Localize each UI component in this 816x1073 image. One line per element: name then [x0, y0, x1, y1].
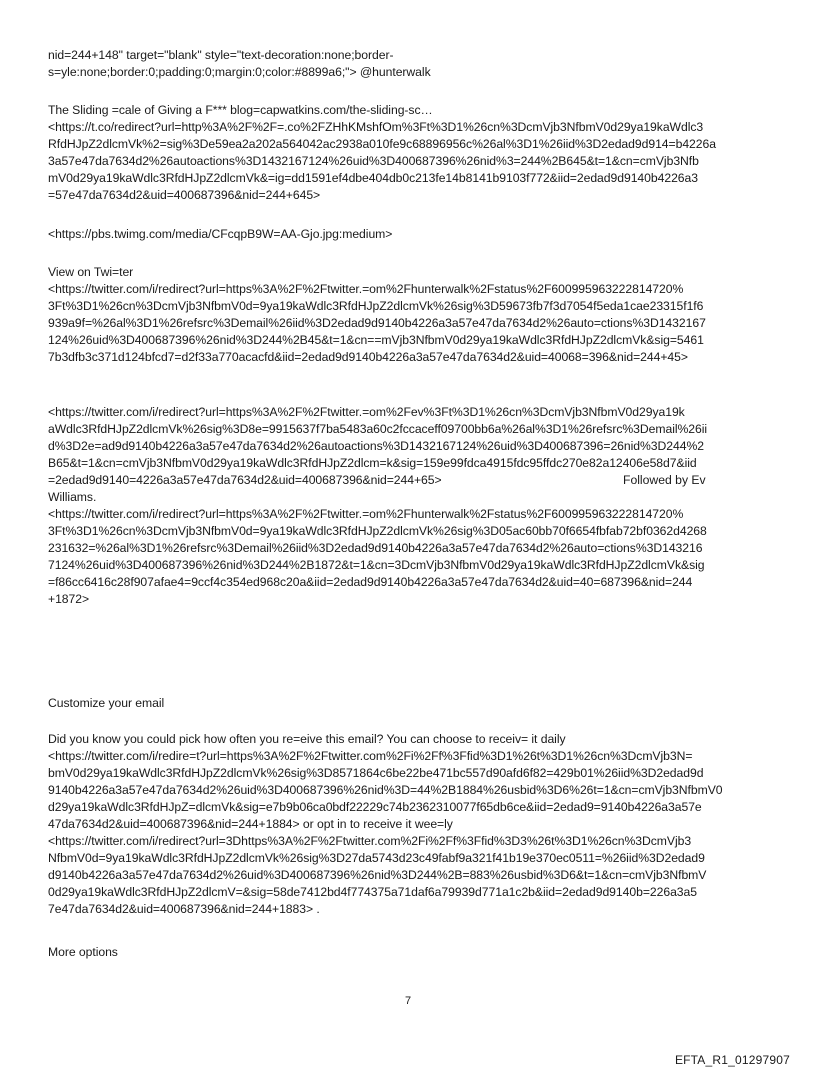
link-line: 3Ft%3D1%26cn%3DcmVjb3NfbmV0d=9ya19kaWdlc3RfdHJpZ2dlcmVk%26sig%3D05ac60bb70f6654fbfab72bf0362d4268 — [48, 524, 707, 538]
more-options-text: More options — [48, 945, 118, 959]
link-line: bmV0d29ya19kaWdlc3RfdHJpZ2dlcmVk%26sig%3D8571864c6be22be471bc557d90afd6f82=429b01%26iid%3D2edad9d — [48, 766, 704, 780]
link-line: d9140b4226a3a57e47da7634d2%26uid%3D400687396%26nid%3D244%2B=883%26usbid%3D6&t=1&cn=cmVjb3NfbmV — [48, 868, 707, 882]
text-line: s=yle:none;border:0;padding:0;margin:0;color:#8899a6;"> @hunterwalk — [48, 65, 431, 79]
text-line: Did you know you could pick how often you re=eive this email? You can choose to receiv= it daily — [48, 732, 566, 746]
link-line: <https://t.co/redirect?url=http%3A%2F%2F=.co%2FZHhKMshfOm%3Ft%3D1%26cn%3DcmVjb3NfbmV0d29ya19kaWdlc3 — [48, 120, 704, 134]
bates-stamp: EFTA_R1_01297907 — [674, 1053, 790, 1067]
link-line: 9140b4226a3a57e47da7634d2%26uid%3D400687396%26nid%3D=44%2B1884%26usbid%3D6%26t=1&cn=cmVjb3NfbmV0 — [48, 783, 723, 797]
link-line: 7b3dfb3c371d124bfcd7=d2f33a770acacfd&iid=2edad9d9140b4226a3a57e47da7634d2&uid=40068=396&nid=244+45> — [48, 350, 688, 364]
text-line: nid=244+148" target="blank" style="text-decoration:none;border- — [48, 48, 394, 62]
section-heading: Customize your email — [48, 696, 165, 710]
link-line: 7124%26uid%3D400687396%26nid%3D244%2B1872&t=1&cn=3DcmVjb3NfbmV0d29ya19kaWdlc3RfdHJpZ2dlcmVk&sig — [48, 558, 705, 572]
text-line: The Sliding =cale of Giving a F*** blog=capwatkins.com/the-sliding-sc… — [48, 103, 433, 117]
link-line: 124%26uid%3D400687396%26nid%3D244%2B45&t=1&cn==mVjb3NfbmV0d29ya19kaWdlc3RfdHJpZ2dlcmVk&sig=5461 — [48, 333, 704, 347]
page-number: 7 — [404, 995, 412, 1007]
link-line: 939a9f=%26al%3D1%26refsrc%3Demail%26iid%3D2edad9d9140b4226a3a57e47da7634d2%26auto=ctions%3D1432167 — [48, 316, 706, 330]
link-line: 3Ft%3D1%26cn%3DcmVjb3NfbmV0d=9ya19kaWdlc3RfdHJpZ2dlcmVk%26sig%3D59673fb7f3d7054f5eda1cae23315f1f6 — [48, 299, 704, 313]
link-line: mV0d29ya19kaWdlc3RfdHJpZ2dlcmVk&=ig=dd1591ef4dbe404db0c213fe14b8141b9103f772&iid=2edad9d9140b4226a3 — [48, 171, 698, 185]
link-line: <https://twitter.com/i/redirect?url=https%3A%2F%2Ftwitter.=om%2Fhunterwalk%2Fstatus%2F600995963222814720% — [48, 282, 684, 296]
link-line: <https://twitter.com/i/redire=t?url=https%3A%2F%2Ftwitter.com%2Fi%2Ff%3Ffid%3D1%26t%3D1%26cn%3DcmVjb3N= — [48, 749, 693, 763]
link-line: =f86cc6416c28f907afae4=9ccf4c354ed968c20a&iid=2edad9d9140b4226a3a57e47da7634d2&uid=40=687396&nid=244 — [48, 575, 693, 589]
link-line: 47da7634d2&uid=400687396&nid=244+1884> or opt in to receive it wee=ly — [48, 817, 453, 831]
link-line: =2edad9d9140=4226a3a57e47da7634d2&uid=400687396&nid=244+65> — [48, 473, 442, 487]
link-line: <https://twitter.com/i/redirect?url=3Dhttps%3A%2F%2Ftwitter.com%2Fi%2Ff%3Ffid%3D3%26t%3D1%26cn%3DcmVjb3 — [48, 834, 692, 848]
link-line: <https://twitter.com/i/redirect?url=https%3A%2F%2Ftwitter.=om%2Fev%3Ft%3D1%26cn%3DcmVjb3NfbmV0d29ya19k — [48, 405, 685, 419]
text-line: Williams. — [48, 490, 97, 504]
link-line: 231632=%26al%3D1%26refsrc%3Demail%26iid%3D2edad9d9140b4226a3a57e47da7634d2%26auto=ctions%3D143216 — [48, 541, 703, 555]
link-line: <https://pbs.twimg.com/media/CFcqpB9W=AA-Gjo.jpg:medium> — [48, 227, 393, 241]
link-line: 0d29ya19kaWdlc3RfdHJpZ2dlcmV=&sig=58de7412bd4f774375a71daf6a79939d771a1c2b&iid=2edad9d9140b=226a3a5 — [48, 885, 697, 899]
link-line: B65&t=1&cn=cmVjb3NfbmV0d29ya19kaWdlc3RfdHJpZ2dlcm=k&sig=159e99fdca4915fdc95ffdc270e82a12406e58d7&iid — [48, 456, 697, 470]
link-line: NfbmV0d=9ya19kaWdlc3RfdHJpZ2dlcmVk%26sig%3D27da5743d23c49fabf9a321f41b19e370ec0511=%26iid%3D2edad9 — [48, 851, 705, 865]
link-line: RfdHJpZ2dlcmVk%2=sig%3De59ea2a202a564042ac2938a010fe9c68896956c%26al%3D1%26iid%3D2edad9d914=b4226a — [48, 137, 716, 151]
text-line: View on Twi=ter — [48, 265, 134, 279]
link-line: 7e47da7634d2&uid=400687396&nid=244+1883> . — [48, 902, 320, 916]
link-line: <https://twitter.com/i/redirect?url=https%3A%2F%2Ftwitter.=om%2Fhunterwalk%2Fstatus%2F600995963222814720% — [48, 507, 684, 521]
link-line: d29ya19kaWdlc3RfdHJpZ=dlcmVk&sig=e7b9b06ca0bdf22229c74b2362310077f65db6ce&iid=2edad9=9140b4226a3a57e — [48, 800, 702, 814]
link-line: aWdlc3RfdHJpZ2dlcmVk%26sig%3D8e=9915637f7ba5483a60c2fccaceff09700bb6a%26al%3D1%26refsrc%3Demail%26ii — [48, 422, 708, 436]
link-line: d%3D2e=ad9d9140b4226a3a57e47da7634d2%26autoactions%3D1432167124%26uid%3D400687396=26nid%3D244%2 — [48, 439, 704, 453]
link-line: +1872> — [48, 592, 90, 606]
link-line: =57e47da7634d2&uid=400687396&nid=244+645> — [48, 188, 321, 202]
link-line: 3a57e47da7634d2%26autoactions%3D1432167124%26uid%3D400687396%26nid%3=244%2B645&t=1&cn=cmVjb3Nfb — [48, 154, 699, 168]
followed-by-text: Followed by Ev — [623, 473, 706, 487]
